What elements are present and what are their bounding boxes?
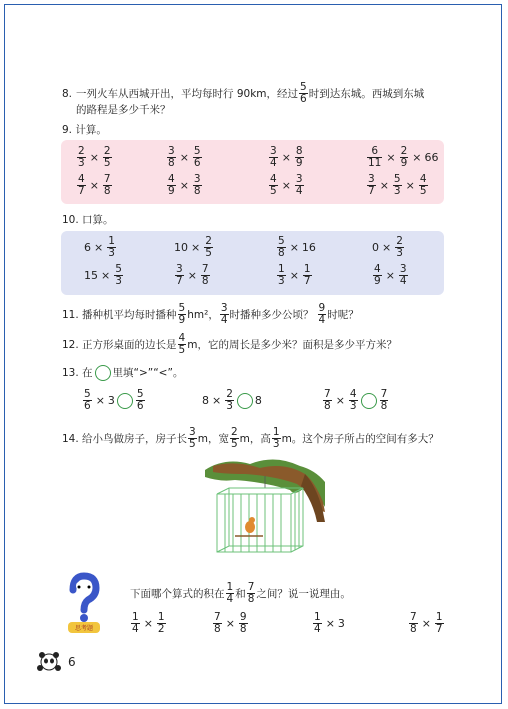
operator: × [95,394,105,407]
denominator: 8 [193,185,201,197]
operator: × [412,151,422,164]
denominator: 7 [303,275,311,287]
denominator: 7 [368,185,375,197]
denominator: 7 [435,623,443,635]
whole-number: 3 [107,394,115,407]
q11-text-d: 时呢？ [327,308,359,321]
numerator: 2 [103,145,111,157]
numerator: 7 [410,611,417,623]
numerator: 4 [78,173,85,185]
whole-number: 3 [337,617,345,630]
denominator: 8 [103,185,111,197]
q10-expression [276,236,316,259]
operator: × [405,179,415,192]
q11-fraction-3 [318,303,327,326]
numerator: 7 [214,611,221,623]
think-option [312,612,345,635]
fraction [213,612,222,635]
denominator: 3 [115,275,122,287]
operator: × [325,617,335,630]
fraction [295,146,304,169]
operator: × [94,241,104,254]
q9-expression [166,174,203,197]
denominator: 4 [226,593,234,605]
fraction [393,174,402,197]
operator: × [101,269,111,282]
denominator: 8 [168,157,175,169]
q14-fraction-1 [188,427,197,450]
denominator: 3 [396,247,403,259]
numerator: 1 [278,263,285,275]
numerator: 3 [220,302,228,314]
whole-number: 15 [84,269,98,282]
whole-number: 8 [254,394,262,407]
fraction [277,264,286,287]
q10-expression [276,264,313,287]
operator: × [143,617,153,630]
fraction [400,146,409,169]
fraction [269,174,278,197]
q11 [62,303,359,326]
fraction [323,389,332,412]
fraction [419,174,428,197]
q13-comparison [82,389,146,412]
denominator: 8 [410,623,417,635]
numerator: 3 [270,145,277,157]
operator: × [187,269,197,282]
fraction [193,174,202,197]
fraction [107,236,116,259]
denominator: 8 [239,623,247,635]
fraction [136,389,145,412]
think-text-b: 和 [235,587,246,600]
denominator: 4 [132,623,139,635]
denominator: 6 [193,157,201,169]
denominator: 3 [272,438,280,450]
q13-text-a: 13. 在 [62,367,93,379]
numerator: 9 [239,611,247,623]
fraction [201,264,210,287]
fraction [193,146,202,169]
denominator: 8 [247,593,255,605]
denominator: 7 [78,185,85,197]
denominator: 3 [278,275,285,287]
denominator: 2 [157,623,165,635]
operator: × [289,241,299,254]
think-question [130,582,351,605]
answer-circle-icon [117,393,133,409]
denominator: 5 [419,185,427,197]
numerator: 7 [247,581,255,593]
birdcage-illustration [205,452,325,556]
denominator: 4 [295,185,303,197]
operator: × [335,394,345,407]
fraction [269,146,278,169]
denominator: 8 [324,400,331,412]
q9-expression [166,146,203,169]
q13-title [62,365,183,381]
numerator: 1 [108,235,115,247]
q12 [62,333,397,356]
q11-text-b: hm²， [187,308,219,321]
operator: × [179,179,189,192]
operator: × [379,179,389,192]
fraction [204,236,213,259]
numerator: 2 [400,145,408,157]
denominator: 9 [374,275,381,287]
numerator: 4 [270,173,277,185]
fraction [239,612,248,635]
numerator: 9 [318,302,326,314]
numerator: 5 [393,173,401,185]
q10-expression [84,264,124,287]
q9-expression [76,146,113,169]
operator: × [281,151,291,164]
q13-comparison [322,389,389,412]
q10-title: 10. 口算。 [62,214,114,226]
fraction [367,174,376,197]
q8-text-a: 一列火车从西城开出，平均每时行 90km，经过 [76,87,299,100]
q11-text-a: 11. 播种机平均每时播种 [62,308,177,321]
denominator: 3 [78,157,85,169]
operator: × [382,241,392,254]
numerator: 5 [84,388,91,400]
thinking-question-mark-icon [62,572,104,634]
numerator: 3 [176,263,183,275]
fraction [103,174,112,197]
numerator: 1 [435,611,443,623]
q14-fraction-2 [230,427,239,450]
q8-num: 8. [62,87,73,100]
numerator: 3 [168,145,175,157]
whole-number: 0 [372,241,379,254]
numerator: 4 [178,332,186,344]
denominator: 3 [393,185,401,197]
fraction [114,264,123,287]
q9-expression [268,146,305,169]
think-option [130,612,167,635]
fraction [373,264,382,287]
fraction [313,612,322,635]
operator: × [421,617,431,630]
q10-expression [372,236,405,259]
denominator: 4 [318,314,326,326]
denominator: 5 [270,185,277,197]
numerator: 5 [178,302,186,314]
fraction [77,174,86,197]
q13-text-b: 里填“>”“<”。 [112,367,184,379]
denominator: 4 [220,314,228,326]
numerator: 7 [324,388,331,400]
denominator: 8 [201,275,209,287]
fraction [167,146,176,169]
numerator: 8 [295,145,303,157]
q11-fraction-1 [178,303,187,326]
operator: × [281,179,291,192]
numerator: 4 [374,263,381,275]
q14 [62,427,439,450]
q9-expression [268,174,305,197]
numerator: 2 [78,145,85,157]
think-text-a: 下面哪个算式的积在 [130,587,225,600]
denominator: 8 [380,400,388,412]
numerator: 7 [201,263,209,275]
numerator: 1 [314,611,321,623]
numerator: 2 [396,235,403,247]
denominator: 9 [295,157,303,169]
think-option [408,612,445,635]
denominator: 6 [300,93,307,105]
numerator: 1 [272,426,280,438]
denominator: 8 [278,247,285,259]
numerator: 2 [226,388,233,400]
q9-expression [366,146,439,169]
operator: × [385,269,395,282]
think-fraction-1 [226,582,235,605]
fraction [380,389,389,412]
denominator: 5 [189,438,196,450]
denominator: 6 [84,400,91,412]
answer-circle-icon [237,393,253,409]
denominator: 8 [214,623,221,635]
q12-text-a: 12. 正方形桌面的边长是 [62,338,177,351]
whole-number: 10 [174,241,188,254]
numerator: 4 [168,173,175,185]
numerator: 1 [157,611,165,623]
numerator: 5 [115,263,122,275]
fraction [103,146,112,169]
fraction [167,174,176,197]
fraction [395,236,404,259]
numerator: 5 [136,388,144,400]
operator: × [225,617,235,630]
fraction [303,264,312,287]
operator: × [179,151,189,164]
q11-fraction-2 [220,303,229,326]
denominator: 5 [205,247,212,259]
operator: × [191,241,201,254]
denominator: 9 [168,185,175,197]
q14-fraction-3 [272,427,281,450]
q12-text-b: m，它的周长是多少米？面积是多少平方米？ [187,338,397,351]
denominator: 4 [399,275,407,287]
fraction [367,146,382,169]
numerator: 2 [230,426,238,438]
numerator: 6 [371,145,379,157]
fraction [349,389,358,412]
q10-expression [174,264,211,287]
denominator: 9 [178,314,186,326]
q14-text-c: m，高 [239,432,271,445]
numerator: 5 [278,235,285,247]
fraction [225,389,234,412]
answer-circle-icon [95,365,111,381]
answer-circle-icon [361,393,377,409]
operator: × [386,151,396,164]
denominator: 3 [226,400,233,412]
q10-expression [174,236,214,259]
denominator: 6 [136,400,144,412]
numerator: 3 [399,263,407,275]
whole-number: 6 [84,241,91,254]
q8-line2: 的路程是多少千米？ [76,104,171,116]
q8-fraction [299,82,308,105]
numerator: 4 [419,173,427,185]
numerator: 2 [205,235,212,247]
numerator: 4 [349,388,357,400]
fraction [409,612,418,635]
denominator: 9 [400,157,408,169]
fraction [295,174,304,197]
q10-expression [84,236,117,259]
whole-number: 8 [202,394,209,407]
q14-text-a: 14. 给小鸟做房子，房子长 [62,432,188,445]
q9-title: 9. 计算。 [62,124,107,136]
numerator: 7 [103,173,111,185]
denominator: 11 [368,157,382,169]
numerator: 1 [303,263,311,275]
fraction [157,612,166,635]
fraction [131,612,140,635]
numerator: 7 [380,388,388,400]
q9-expression [76,174,113,197]
numerator: 3 [368,173,375,185]
operator: × [89,151,99,164]
q8-line1 [62,82,424,105]
think-text-c: 之间？说一说理由。 [256,587,351,600]
denominator: 5 [230,438,238,450]
numerator: 5 [300,81,307,93]
page-number: 6 [68,655,76,669]
denominator: 3 [349,400,357,412]
denominator: 5 [103,157,111,169]
denominator: 4 [270,157,277,169]
fraction [77,146,86,169]
q13-comparison [202,389,262,412]
q11-text-c: 时播种多少公顷？ [229,308,314,321]
q14-text-b: m，宽 [197,432,229,445]
whole-number: 66 [424,151,439,164]
denominator: 3 [108,247,115,259]
numerator: 1 [226,581,234,593]
numerator: 1 [132,611,139,623]
think-option [212,612,249,635]
denominator: 5 [178,344,186,356]
numerator: 3 [295,173,303,185]
think-label: 思考题 [74,625,94,632]
denominator: 4 [314,623,321,635]
operator: × [89,179,99,192]
operator: × [289,269,299,282]
fraction [175,264,184,287]
fraction [399,264,408,287]
fraction [83,389,92,412]
panda-icon [36,650,62,672]
think-fraction-2 [247,582,256,605]
q8-text-b: 时到达东城。西城到东城 [308,87,425,100]
numerator: 3 [193,173,201,185]
q10-expression [372,264,409,287]
denominator: 7 [176,275,183,287]
q12-fraction [178,333,187,356]
whole-number: 16 [301,241,316,254]
numerator: 3 [189,426,196,438]
fraction [277,236,286,259]
operator: × [212,394,222,407]
q14-text-d: m。这个房子所占的空间有多大？ [281,432,439,445]
q9-expression [366,174,429,197]
fraction [435,612,444,635]
numerator: 5 [193,145,201,157]
